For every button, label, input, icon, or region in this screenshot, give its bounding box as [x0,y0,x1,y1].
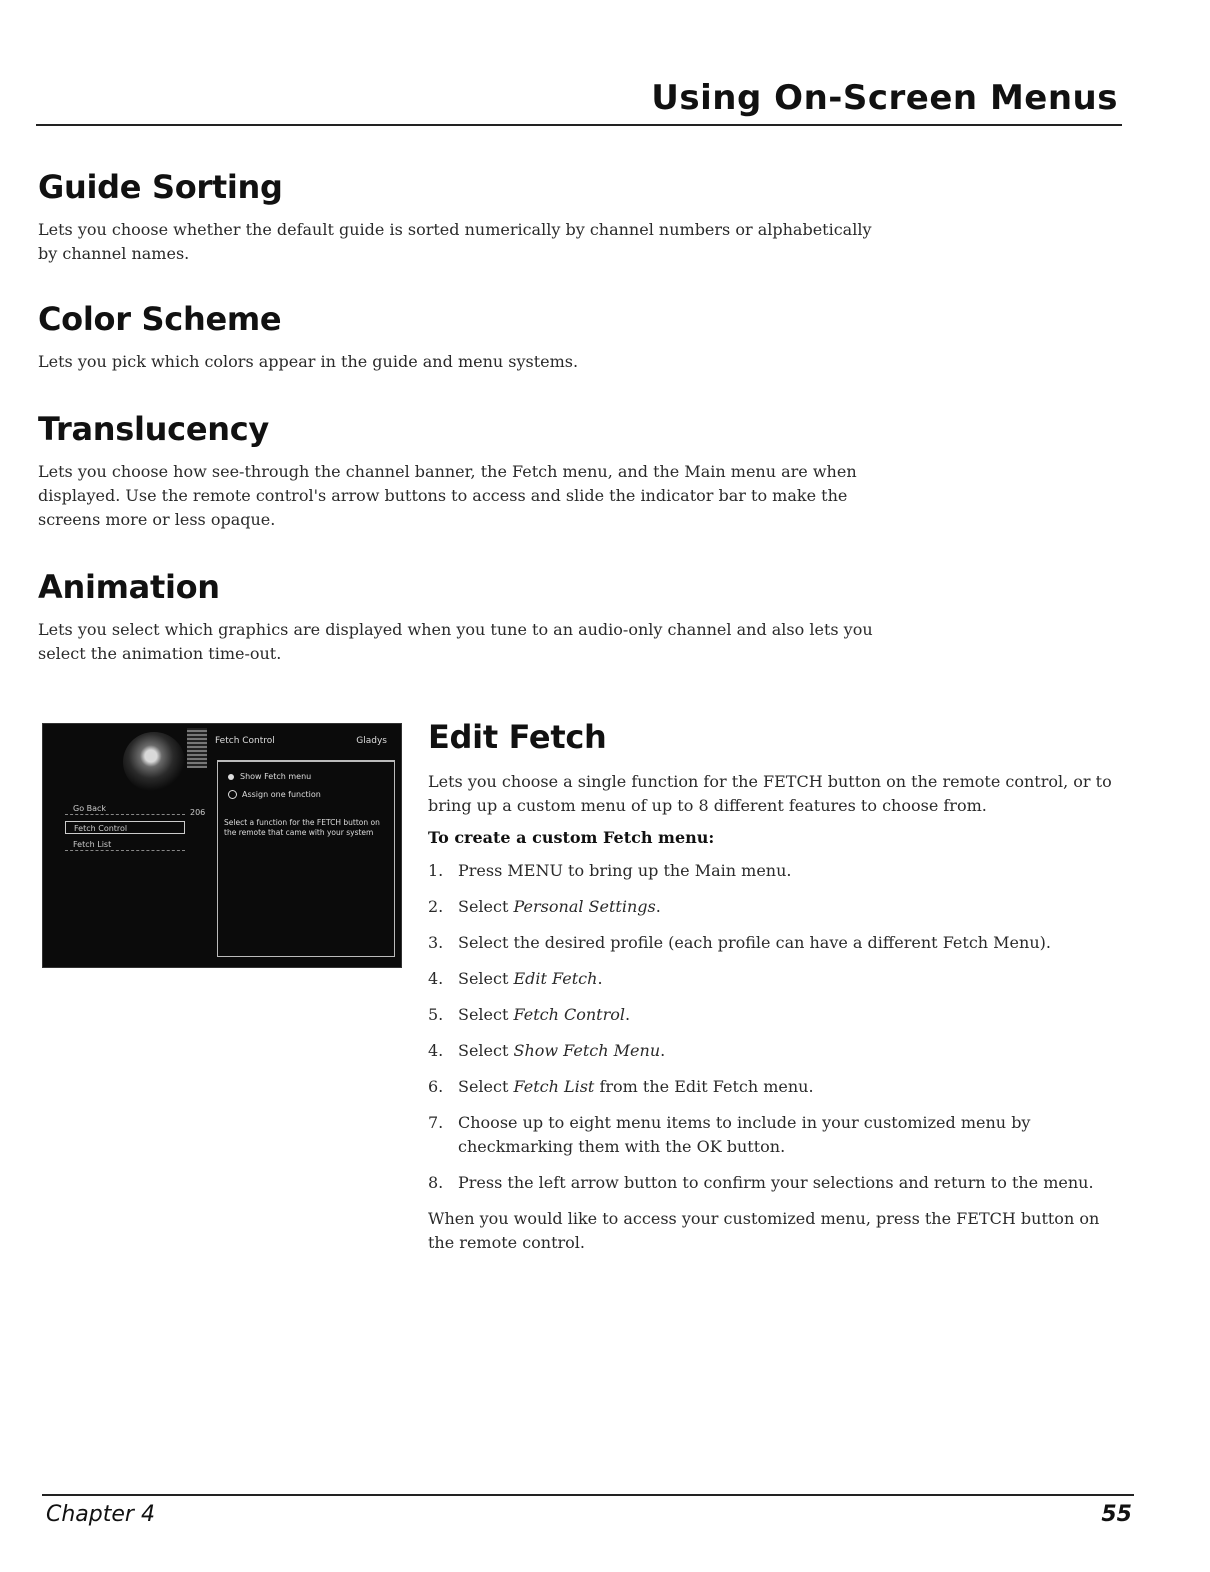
step-item [428,1111,1128,1159]
tv-option-label: Show Fetch menu [240,772,312,781]
closing-paragraph: When you would like to access your customized menu, press the FETCH button on the remote control. [428,1209,1100,1252]
radio-unselected-icon [228,790,237,799]
step-menu-item: Edit Fetch [513,969,598,988]
step-item [428,931,1128,955]
step-number: 6. [428,1077,444,1096]
step-text-suffix: from the Edit Fetch menu. [594,1077,814,1096]
step-item [428,967,1128,991]
section-heading: Animation [38,568,220,606]
tv-option-assign [228,790,321,799]
tv-channel-number: 206 [190,808,206,817]
section-heading: Guide Sorting [38,168,283,206]
tv-screenshot [42,723,402,968]
steps-list [428,859,1128,1195]
step-item [428,1003,1128,1027]
section-body: Lets you choose whether the default guide is sorted numerically by channel numbers or alphabetically by channel names. [38,220,872,263]
step-text-suffix: . [624,1005,631,1024]
step-number: 5. [428,1005,444,1024]
globe-logo-icon [123,732,185,792]
step-number: 3. [428,933,444,952]
step-item [428,1075,1128,1099]
step-text: Press the left arrow button to confirm your selections and return to the menu. [458,1173,1094,1192]
section-body: Lets you pick which colors appear in the guide and menu systems. [38,352,579,371]
stripe-decoration [187,728,207,768]
step-text: Select [458,969,514,988]
radio-selected-icon [228,774,234,780]
step-number: 8. [428,1173,444,1192]
footer-chapter: Chapter 4 [46,1502,155,1527]
footer-page-number: 55 [1101,1502,1132,1527]
page-header-title: Using On-Screen Menus [651,78,1118,118]
section-translucency [38,410,878,532]
step-item [428,1171,1128,1195]
tv-description: Select a function for the FETCH button on the remote that came with your system [224,818,380,837]
step-item [428,895,1128,919]
section-body: Lets you choose a single function for the FETCH button on the remote control, or to bring up a custom menu of up to 8 different features to choose from. [428,772,1112,815]
step-text-suffix: . [660,1041,666,1060]
tv-option-label: Assign one function [242,790,321,799]
step-text: Select [458,1077,514,1096]
step-item [428,1039,1128,1063]
step-text-suffix: . [655,897,661,916]
tv-panel-title: Fetch Control [215,736,275,746]
subheading: To create a custom Fetch menu: [428,828,715,847]
tv-option-show-fetch [228,772,311,781]
step-item [428,859,1128,883]
tv-nav-fetch-control: Fetch Control [65,821,185,834]
tv-nav-go-back: Go Back [65,802,185,815]
section-body: Lets you select which graphics are displayed when you tune to an audio-only channel and also lets you select the animation time-out. [38,620,873,663]
tv-nav-fetch-list: Fetch List [65,838,185,851]
step-number: 2. [428,897,444,916]
step-text: Choose up to eight menu items to include in your customized menu by checkmarking them with the OK button. [458,1113,1031,1156]
step-text-suffix: . [597,969,603,988]
section-body: Lets you choose how see-through the channel banner, the Fetch menu, and the Main menu are when displayed. Use the remote control's arrow buttons to access and slide the indicator bar to make the screens more or less opaque. [38,462,857,529]
section-animation [38,568,878,666]
step-number: 4. [428,969,444,988]
tv-user-name: Gladys [356,736,387,746]
header-divider [36,124,1122,126]
step-text: Select [458,897,514,916]
step-menu-item: Fetch List [513,1077,595,1096]
step-text: Select [458,1041,514,1060]
step-menu-item: Personal Settings [513,897,656,916]
section-edit-fetch [428,718,1128,1255]
step-menu-item: Fetch Control [513,1005,625,1024]
step-number: 1. [428,861,444,880]
tv-options-panel [217,760,395,957]
section-guide-sorting [38,168,878,266]
section-color-scheme [38,300,878,374]
footer-divider [42,1494,1134,1496]
step-text: Select the desired profile (each profile can have a different Fetch Menu). [458,933,1051,952]
section-heading: Color Scheme [38,300,282,338]
section-heading: Edit Fetch [428,718,607,756]
step-text: Select [458,1005,514,1024]
section-heading: Translucency [38,410,269,448]
step-number: 4. [428,1041,444,1060]
step-number: 7. [428,1113,444,1132]
step-menu-item: Show Fetch Menu [513,1041,661,1060]
step-text: Press MENU to bring up the Main menu. [458,861,792,880]
